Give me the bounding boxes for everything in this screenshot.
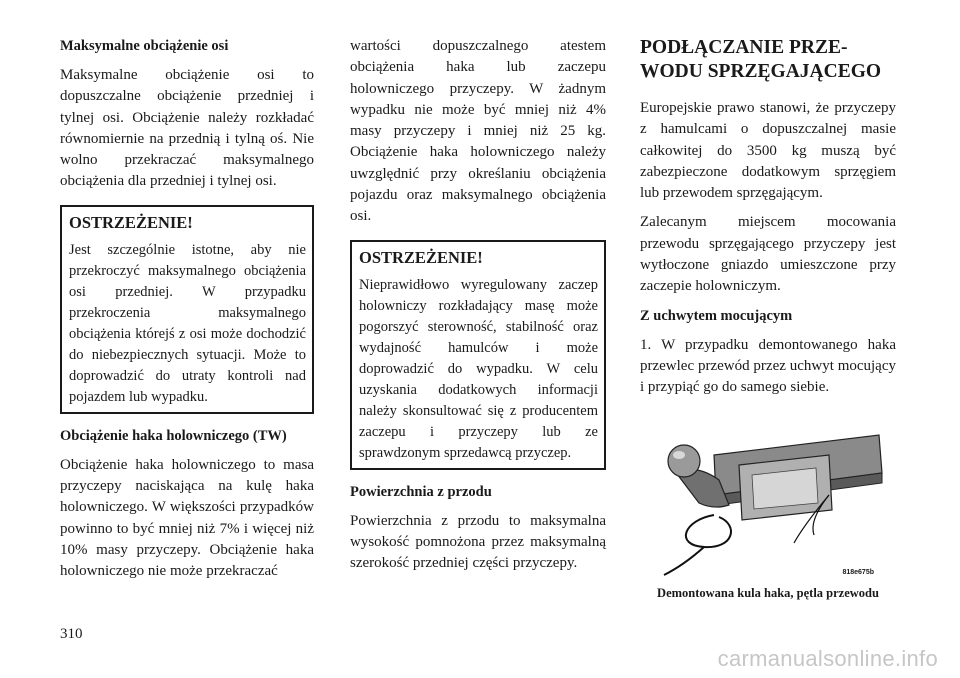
page-number: 310 bbox=[60, 626, 83, 642]
heading-tongue-weight: Obciążenie haka holowniczego (TW) bbox=[60, 427, 287, 444]
warning-text: Nieprawidłowo wyregulowany zaczep holowniczy rozkładający masę może pogorszyć sterowność, stabilność oraz wydajność hamulców i może doprowadzić do wypadku. W celu uzyskania dodatkowych informacji należy skonsultować się z producentem zaczepu i przyczepy lub ze sprawdzonym sprzedawcą przyczep. bbox=[359, 276, 598, 461]
heading-frontal-area: Powierzchnia z przodu bbox=[350, 483, 492, 500]
para-tongue-weight-cont: wartości dopuszczalnego atestem obciążenia haka lub zaczepu holowniczego przyczepy. W żadnym wypadku nie może być mniej niż 4% masy przyczepy i mniej niż 25 kg. Obciążenie haka holowniczego należy uwzględnić przy określaniu obciążenia pojazdu oraz maksymalnego obciążenia osi. bbox=[350, 38, 606, 225]
para-frontal-area: Powierzchnia z przodu to maksymalna wysokość pomnożona przez maksymalną szerokość przedniej części przyczepy. bbox=[350, 512, 606, 572]
figure-code: 818e675b bbox=[842, 568, 874, 576]
heading-line-2: WODU SPRZĘGAJĄCEGO bbox=[640, 61, 882, 82]
warning-title: OSTRZEŻENIE! bbox=[69, 212, 193, 232]
step-1: 1. W przypadku demontowanego haka przewlec przewód przez uchwyt mocujący i przypiąć go do samego siebie. bbox=[640, 336, 896, 396]
figure-caption: Demontowana kula haka, pętla przewodu bbox=[657, 585, 879, 600]
section-heading-breakaway-cable bbox=[640, 36, 896, 84]
para-max-axle-load: Maksymalne obciążenie osi to dopuszczalne obciążenie przedniej i tylnej osi. Obciążenie należy rozkładać równomiernie na przednią i tylną oś. Nie wolno przekraczać maksymalnego obciążenia dla przedniej i tylnej osi. bbox=[60, 67, 314, 190]
hitch-illustration bbox=[644, 425, 884, 580]
heading-line-1: PODŁĄCZANIE PRZE- bbox=[640, 37, 848, 58]
para-recommended-attachment: Zalecanym miejscem mocowania przewodu sprzęgającego przyczepy jest wytłoczone gniazdo umieszczone przy zaczepie holowniczym. bbox=[640, 214, 896, 295]
warning-title: OSTRZEŻENIE! bbox=[359, 247, 483, 267]
column-right bbox=[640, 36, 896, 601]
column-middle bbox=[350, 36, 606, 583]
heading-max-axle-load: Maksymalne obciążenie osi bbox=[60, 38, 229, 54]
warning-box-axle bbox=[60, 205, 314, 414]
watermark: carmanualsonline.info bbox=[717, 646, 938, 671]
hitch-ball-cable-icon bbox=[644, 425, 884, 580]
warning-text: Jest szczególnie istotne, aby nie przekroczyć maksymalnego obciążenia osi przedniej. W przypadku przekroczenia maksymalnego obciążenia którejś z osi może dochodzić do niebezpiecznych sytuacji. Może to doprowadzić do utraty kontroli nad pojazdem lub wypadku. bbox=[69, 241, 306, 405]
para-eu-law: Europejskie prawo stanowi, że przyczepy z hamulcami o dopuszczalnej masie całkowitej do 3500 kg muszą być zabezpieczone dodatkowym sprzęgiem lub przewodem sprzęgającym. bbox=[640, 100, 896, 202]
heading-with-bracket: Z uchwytem mocującym bbox=[640, 307, 793, 324]
column-left bbox=[60, 36, 314, 591]
warning-box-hitch bbox=[350, 240, 606, 470]
para-tongue-weight: Obciążenie haka holowniczego to masa przyczepy naciskająca na kulę haka holowniczego. W większości przypadków powinno to być mniej niż 7% i więcej niż 10% masy przyczepy. Obciążenie haka holowniczego nie może przekraczać bbox=[60, 456, 314, 580]
